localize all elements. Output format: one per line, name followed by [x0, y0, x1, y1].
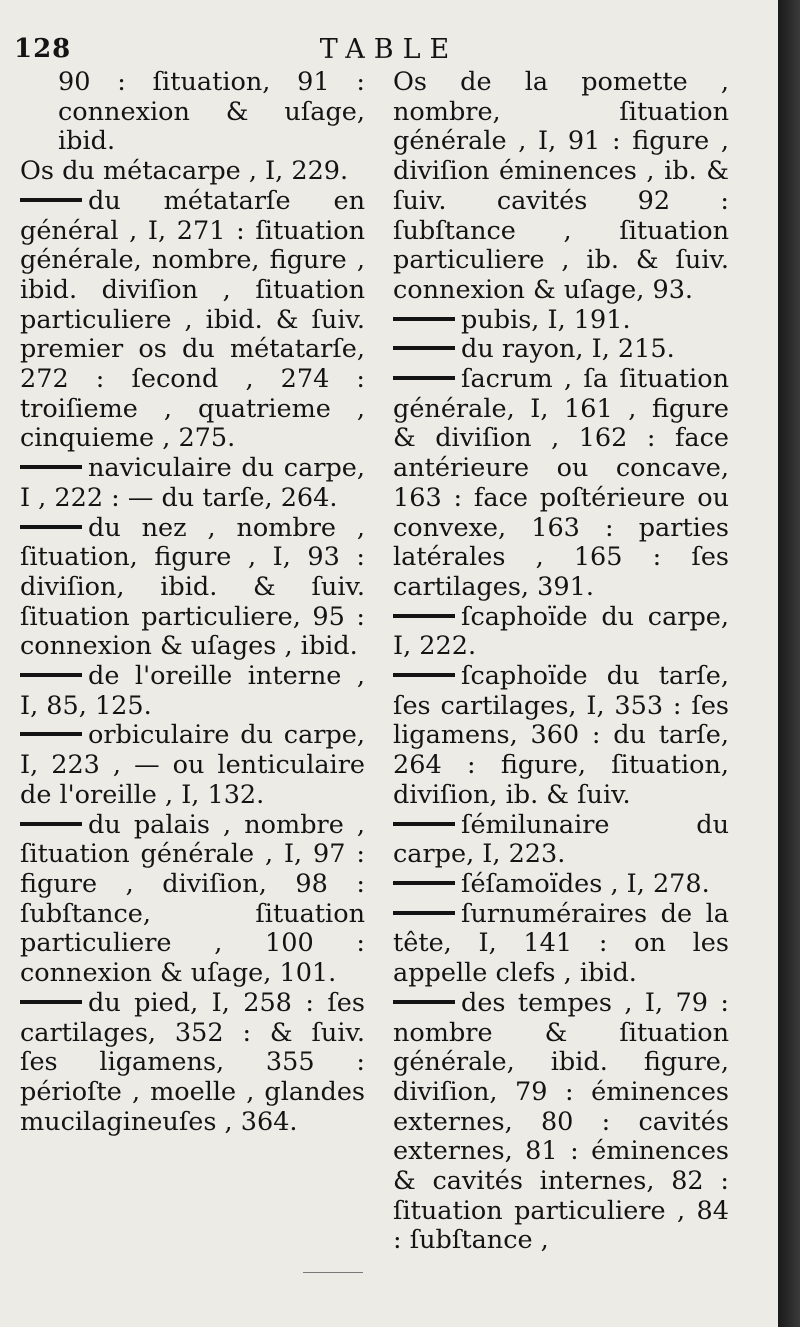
- index-entry: du métatarſe en général , I, 271 : ſituation générale, nombre, figure , ibid. diviſion , ſituation particuliere , ibid. & ſuiv. premier os du métatarſe, 272 : ſecond , 274 : troiſieme , quatrieme , cinquieme , 275.: [20, 185, 365, 454]
- ditto-dash: [393, 911, 455, 915]
- index-entry: ſémilunaire du carpe, I, 223.: [393, 809, 729, 870]
- ditto-dash: [20, 673, 82, 677]
- ditto-dash: [393, 1000, 455, 1004]
- index-entry: ſéſamoïdes , I, 278.: [393, 870, 729, 900]
- ditto-dash: [20, 465, 82, 469]
- index-column-left: [20, 67, 374, 1137]
- ditto-dash: [20, 732, 82, 736]
- ditto-dash: [393, 317, 455, 321]
- running-title: TABLE: [319, 34, 459, 65]
- index-column-right: [393, 68, 729, 1256]
- index-entry: orbiculaire du carpe, I, 223 , — ou lenticulaire de l'oreille , I, 132.: [20, 720, 365, 810]
- index-entry: Os de la pomette , nombre, ſituation générale , I, 91 : figure , diviſion éminences , ib. & ſuiv. cavités 92 : ſubſtance , ſituation particuliere , ib. & ſuiv. connexion & uſage, 93.: [393, 67, 729, 305]
- index-entry: du palais , nombre , ſituation générale , I, 97 : figure , diviſion, 98 : ſubſtance, ſituation particuliere , 100 : connexion & uſage, 101.: [20, 809, 365, 989]
- ditto-dash: [393, 614, 455, 618]
- footer-rule: [303, 1272, 363, 1273]
- ditto-dash: [20, 198, 82, 202]
- ditto-dash: [20, 822, 82, 826]
- page-number: 128: [14, 34, 72, 64]
- index-entry: du rayon, I, 215.: [393, 335, 729, 365]
- ditto-dash: [393, 376, 455, 380]
- index-entry: Os du métacarpe , I, 229.: [20, 156, 349, 187]
- index-entry: de l'oreille interne , I, 85, 125.: [20, 661, 365, 721]
- index-entry: des tempes , I, 79 : nombre & ſituation générale, ibid. figure, diviſion, 79 : éminences externes, 80 : cavités externes, 81 : éminences & cavités internes, 82 : ſituation particuliere , 84 : ſubſtance ,: [393, 987, 729, 1256]
- ditto-dash: [393, 881, 455, 885]
- ditto-dash: [20, 1000, 82, 1004]
- index-entry: ſcaphoïde du tarſe, ſes cartilages, I, 353 : ſes ligamens, 360 : du tarſe, 264 : figure, ſituation, diviſion, ib. & ſuiv.: [393, 661, 729, 810]
- index-entry: du pied, I, 258 : ſes cartilages, 352 : & ſuiv. ſes ligamens, 355 : périoſte , moelle , glandes mucilagineuſes , 364.: [20, 987, 365, 1137]
- ditto-dash: [393, 346, 455, 350]
- index-entry: naviculaire du carpe, I , 222 : — du tarſe, 264.: [20, 453, 365, 513]
- page-edge-shadow: [778, 0, 800, 1327]
- index-entry: ſacrum , ſa ſituation générale, I, 161 , figure & diviſion , 162 : face antérieure ou concave, 163 : face poſtérieure ou convexe, 163 : parties latérales , 165 : ſes cartilages, 391.: [393, 364, 729, 602]
- index-entry: pubis, I, 191.: [393, 306, 729, 336]
- ditto-dash: [20, 525, 82, 529]
- index-entry: ſcaphoïde du carpe, I, 222.: [393, 601, 729, 662]
- ditto-dash: [393, 822, 455, 826]
- ditto-dash: [393, 673, 455, 677]
- index-entry: ſurnuméraires de la tête, I, 141 : on les appelle clefs , ibid.: [393, 898, 729, 989]
- index-entry: du nez , nombre , ſituation, figure , I, 93 : diviſion, ibid. & ſuiv. ſituation particuliere, 95 : connexion & uſages , ibid.: [20, 512, 365, 662]
- index-entry: 90 : ſituation, 91 : connexion & uſage, ibid.: [58, 67, 374, 157]
